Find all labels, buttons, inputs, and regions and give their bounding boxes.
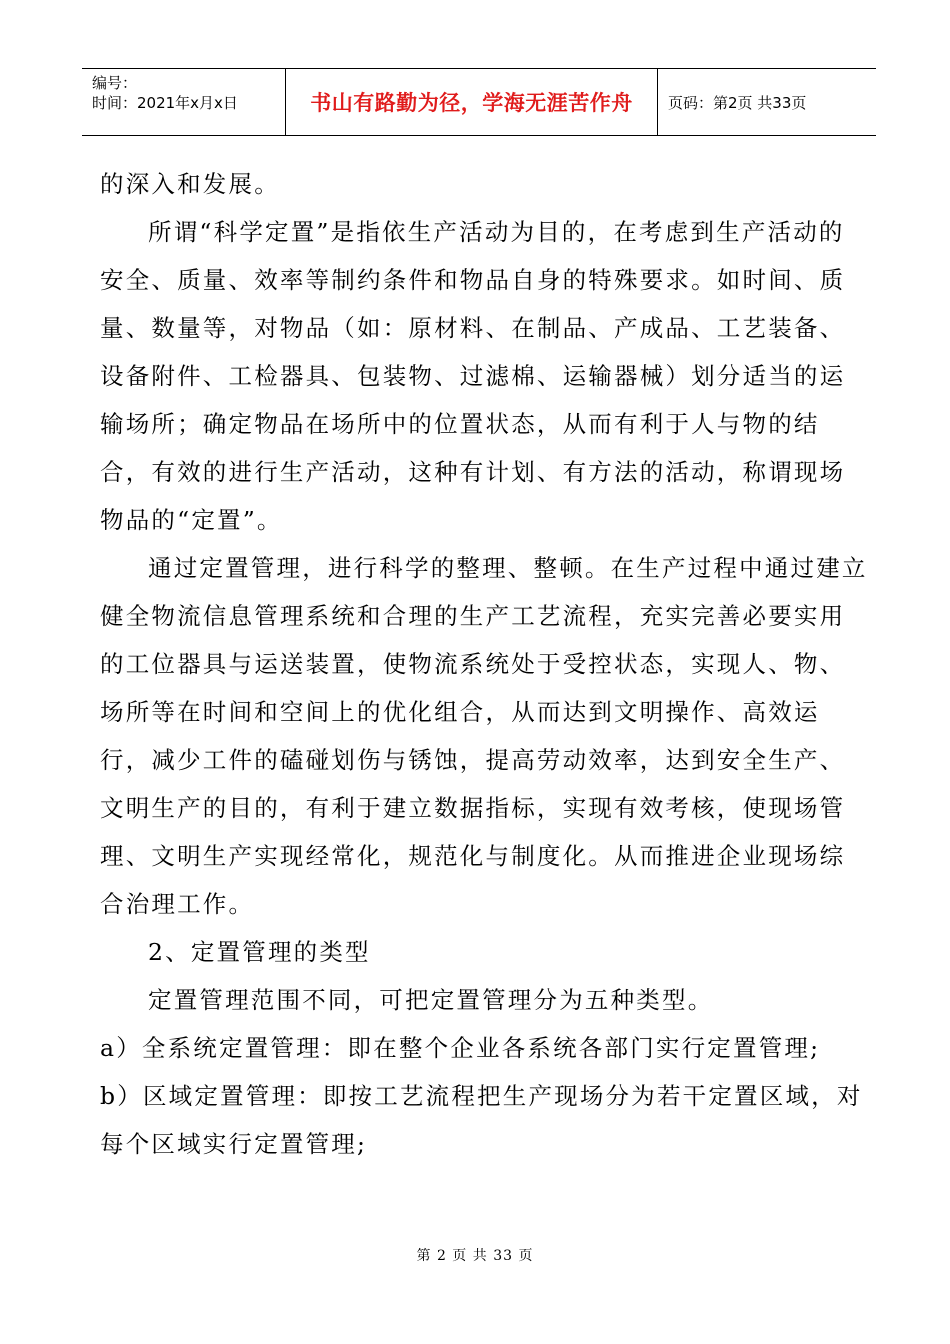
section-heading: 2、定置管理的类型 bbox=[148, 938, 371, 966]
document-header bbox=[82, 68, 876, 136]
paragraph: 的深入和发展。 bbox=[100, 170, 280, 198]
document-number: 编号： bbox=[92, 74, 138, 92]
list-item: b）区域定置管理：即按工艺流程把生产现场分为若干定置区域，对每个区域实行定置管理; bbox=[100, 1082, 863, 1158]
paragraph: 通过定置管理，进行科学的整理、整顿。在生产过程中通过建立健全物流信息管理系统和合理的生产工艺流程，充实完善必要实用的工位器具与运送装置，使物流系统处于受控状态，实现人、物、场所等在时间和空间上的优化组合，从而达到文明操作、高效运行，减少工件的磕碰划伤与锈蚀，提高劳动效率，达到安全生产、文明生产的目的，有利于建立数据指标，实现有效考核，使现场管理、文明生产实现经常化，规范化与制度化。从而推进企业现场综合治理工作。 bbox=[100, 554, 868, 918]
header-meta bbox=[82, 69, 286, 135]
document-time: 时间：2021年x月x日 bbox=[92, 94, 238, 112]
document-body bbox=[100, 160, 870, 1168]
page-footer: 第 2 页 共 33 页 bbox=[416, 1248, 534, 1264]
list-item: a）全系统定置管理：即在整个企业各系统各部门实行定置管理; bbox=[100, 1034, 821, 1062]
header-motto: 书山有路勤为径，学海无涯苦作舟 bbox=[286, 69, 658, 135]
paragraph: 定置管理范围不同，可把定置管理分为五种类型。 bbox=[148, 986, 714, 1014]
header-page-number: 页码：第2页 共33页 bbox=[668, 93, 807, 112]
paragraph: 所谓“科学定置”是指依生产活动为目的，在考虑到生产活动的安全、质量、效率等制约条件和物品自身的特殊要求。如时间、质量、数量等，对物品（如：原材料、在制品、产成品、工艺装备、设备附件、工检器具、包装物、过滤棉、运输器械）划分适当的运输场所；确定物品在场所中的位置状态，从而有利于人与物的结合，有效的进行生产活动，这种有计划、有方法的活动，称谓现场物品的“定置”。 bbox=[100, 218, 846, 534]
